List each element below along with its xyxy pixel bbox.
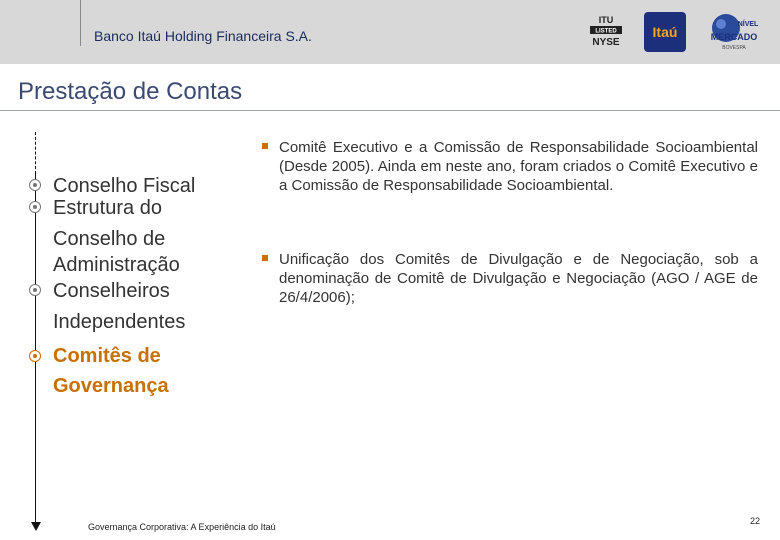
header-divider bbox=[80, 0, 81, 46]
nav-item-label: Governança bbox=[53, 375, 169, 397]
content-bullet-text: Comitê Executivo e a Comissão de Responsabilidade Socioambiental (Desde 2005). Ainda em neste ano, foram criados o Comitê Executivo e a Comissão de Responsabilidade Socioambiental. bbox=[279, 139, 758, 194]
square-bullet-icon bbox=[262, 143, 268, 149]
itau-logo-text: Itaú bbox=[652, 24, 678, 40]
itau-logo bbox=[644, 12, 686, 52]
nav-item-conselheiros-independentes[interactable] bbox=[53, 278, 185, 335]
nav-item-estrutura-conselho[interactable] bbox=[53, 195, 180, 278]
timeline-bullet-icon bbox=[29, 179, 41, 191]
timeline-line bbox=[35, 174, 36, 524]
nm-logo-line1: NÍVEL bbox=[737, 21, 759, 28]
title-divider bbox=[0, 110, 780, 111]
content-bullet-text: Unificação dos Comitês de Divulgação e de Negociação, sob a denominação de Comitê de Divulgação e Negociação (AGO / AGE de 26/4/2006); bbox=[279, 251, 758, 306]
itu-logo-line1: ITU bbox=[598, 15, 614, 25]
nav-item-label: Conselho Fiscal bbox=[53, 175, 196, 197]
nm-logo-line3: BOVESPA bbox=[722, 45, 746, 51]
header-bar bbox=[0, 0, 780, 64]
footer-text: Governança Corporativa: A Experiência do Itaú bbox=[88, 522, 276, 532]
page-title: Prestação de Contas bbox=[18, 78, 243, 105]
nav-item-label: Independentes bbox=[53, 311, 186, 333]
itu-logo-line2: LISTED bbox=[595, 28, 617, 35]
novo-mercado-logo bbox=[704, 12, 764, 52]
timeline-bullet-active-icon bbox=[29, 350, 41, 362]
square-bullet-icon bbox=[262, 255, 268, 261]
nav-item-comites-governanca[interactable] bbox=[53, 341, 169, 401]
company-name: Banco Itaú Holding Financeira S.A. bbox=[94, 28, 312, 44]
nav-item-label: Conselheiros bbox=[53, 280, 170, 302]
itu-nyse-logo bbox=[588, 14, 624, 50]
timeline-arrow-icon bbox=[31, 522, 41, 531]
nav-item-label: Comitês de bbox=[53, 345, 161, 367]
timeline-dashed-line bbox=[35, 132, 36, 174]
page-number: 22 bbox=[750, 516, 761, 526]
nav-item-label: Conselho de bbox=[53, 228, 166, 250]
timeline-bullet-icon bbox=[29, 201, 41, 213]
nav-item-label: Estrutura do bbox=[53, 197, 162, 219]
nav-item-label: Administração bbox=[53, 254, 180, 276]
nm-logo-line2: MERCADO bbox=[710, 32, 758, 42]
timeline-bullet-icon bbox=[29, 284, 41, 296]
itu-logo-line3: NYSE bbox=[592, 37, 620, 48]
